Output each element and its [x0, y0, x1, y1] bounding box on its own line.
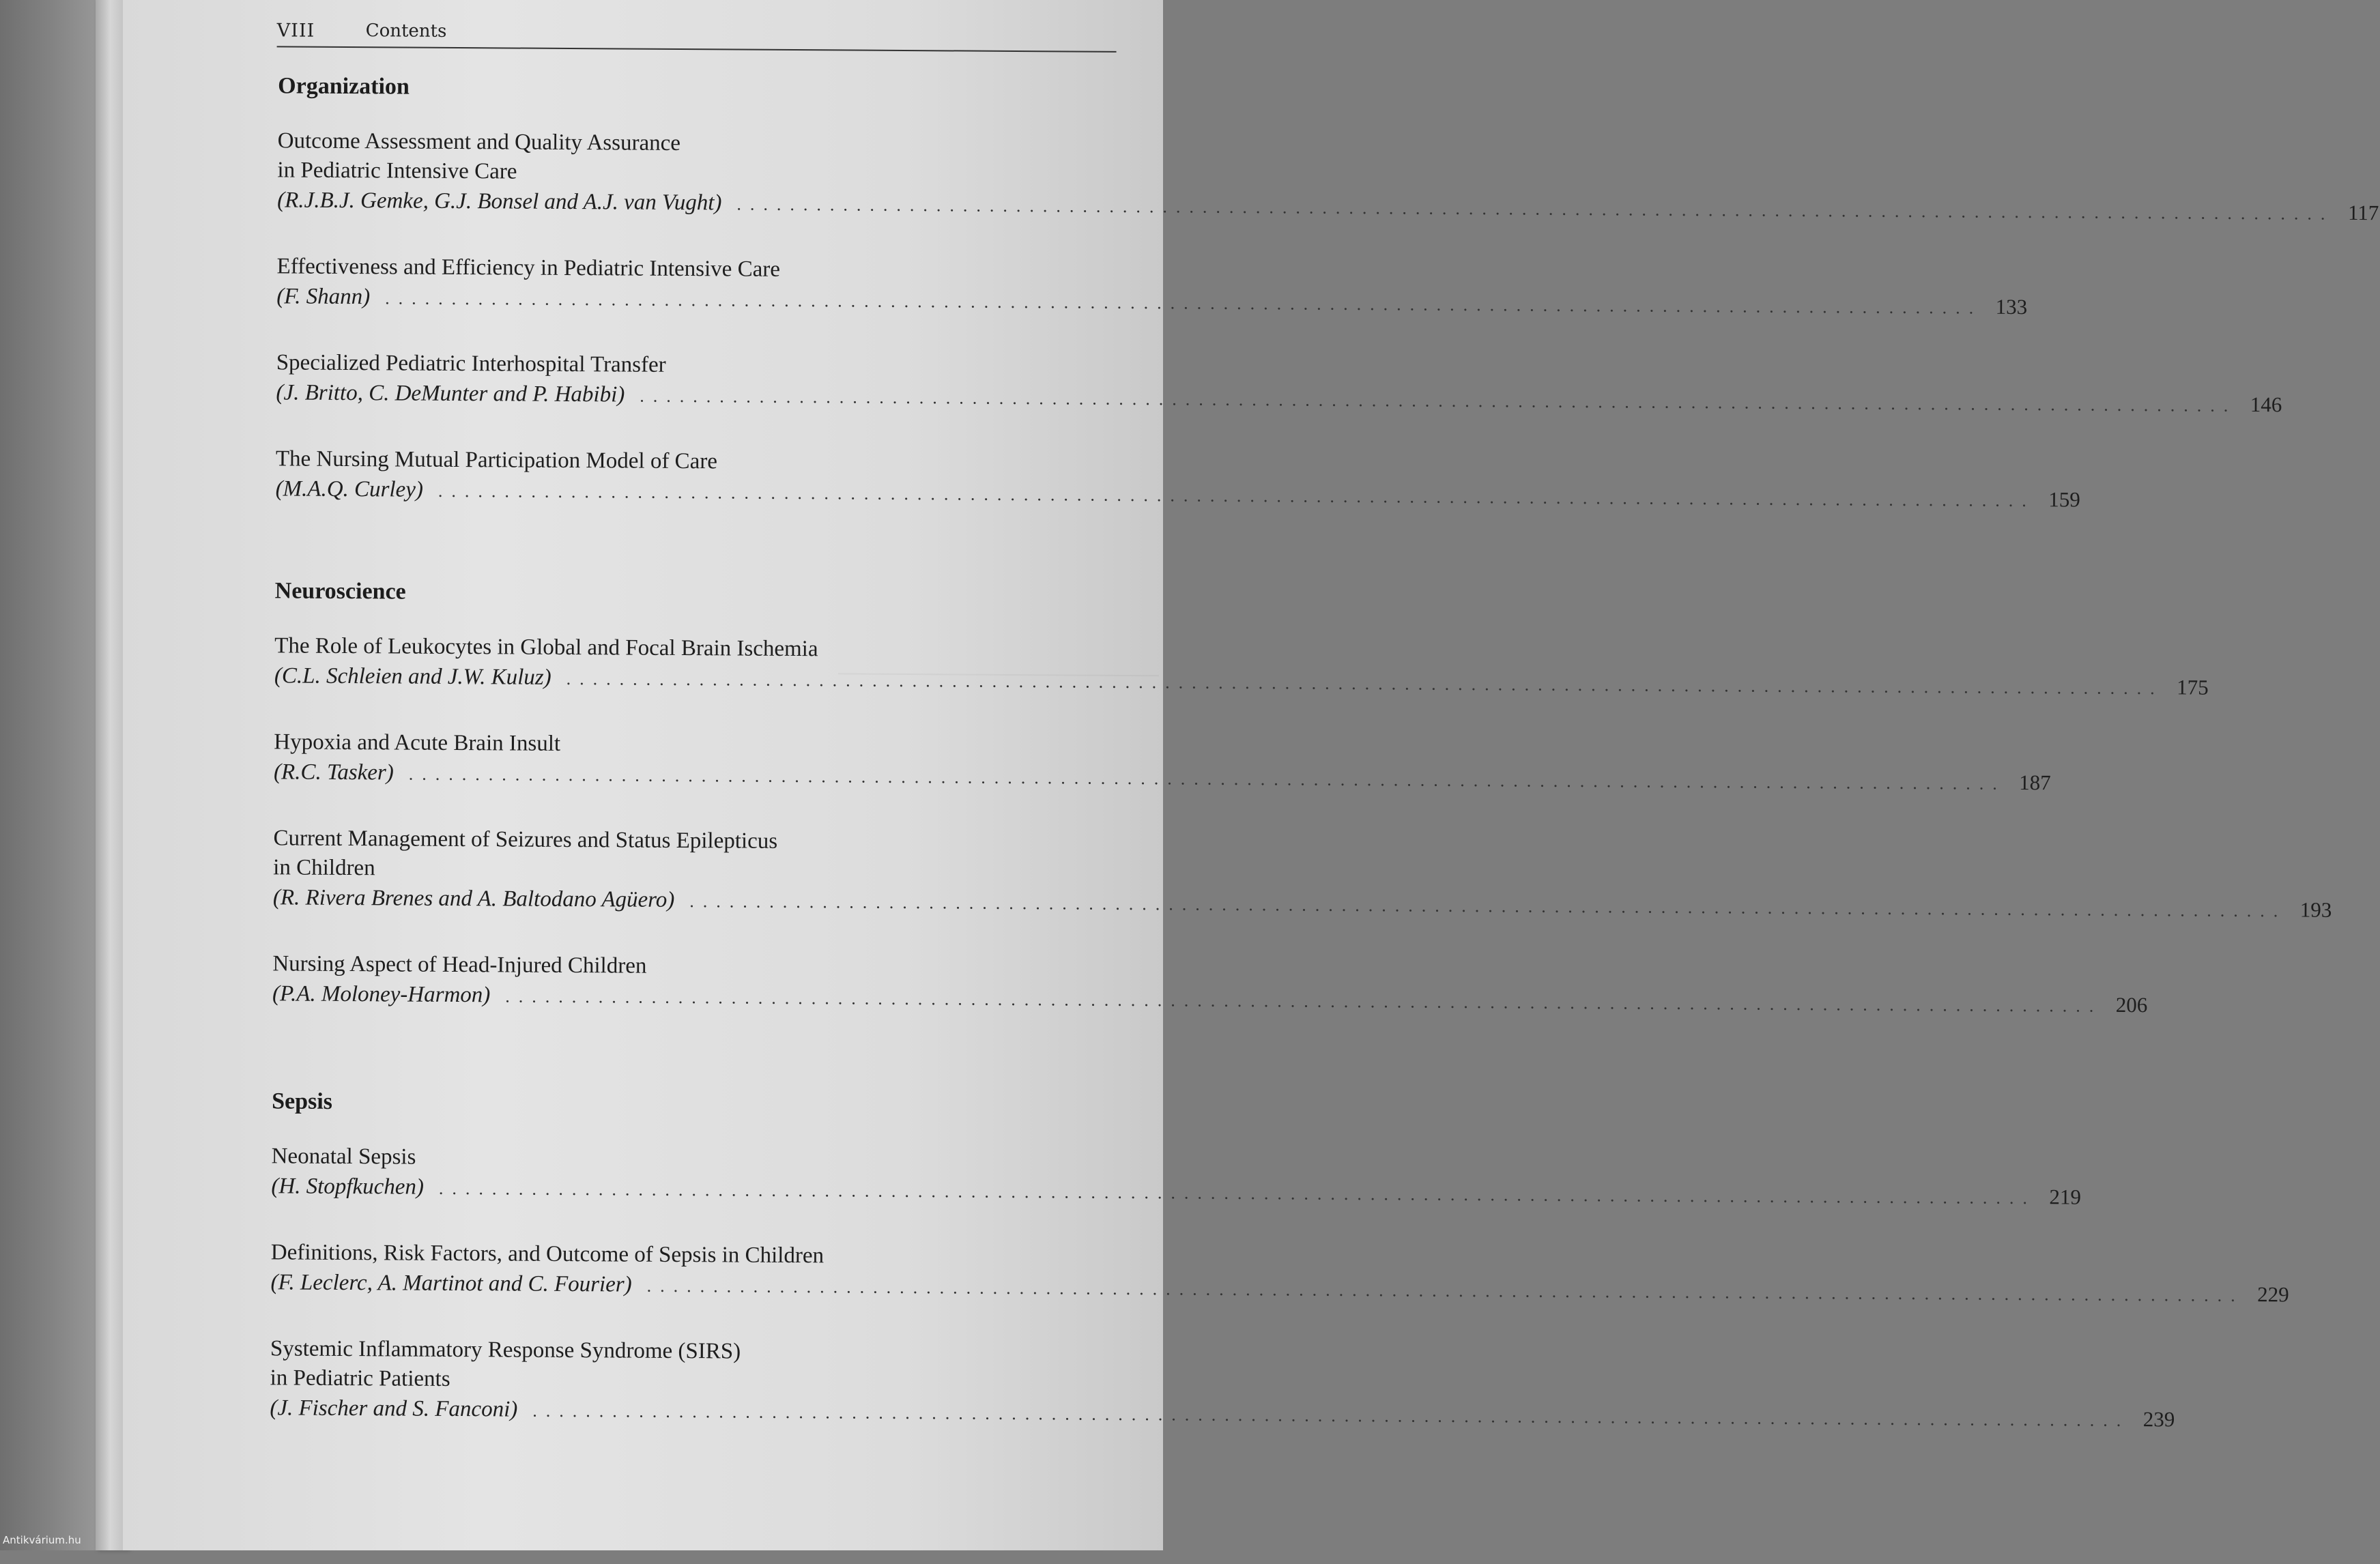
dot-leader: ........................................................................................................................ — [736, 194, 2334, 224]
dot-leader: ........................................................................................................................ — [689, 891, 2287, 921]
entry-title-line: Current Management of Seizures and Status Epilepticus — [273, 826, 778, 854]
entry-authors: (F. Leclerc, A. Martinot and C. Fourier) — [270, 1270, 632, 1297]
entry-title-line: Hypoxia and Acute Brain Insult — [274, 729, 561, 756]
entry-author-line — [272, 979, 2148, 1017]
entry-title-line: The Nursing Mutual Participation Model of Care — [275, 446, 718, 474]
entry-page-number: 206 — [2115, 992, 2148, 1017]
toc-entry — [270, 1238, 2289, 1307]
book-page — [123, 0, 2379, 1550]
entry-authors: (H. Stopfkuchen) — [271, 1174, 425, 1200]
entry-title-line: Specialized Pediatric Interhospital Transfer — [276, 350, 666, 377]
entry-authors: (C.L. Schleien and J.W. Kuluz) — [274, 663, 551, 690]
section-title: Sepsis — [272, 1088, 333, 1114]
entry-page-number: 239 — [2142, 1407, 2175, 1432]
entry-page-number: 133 — [1995, 294, 2028, 319]
entry-page-number: 193 — [2299, 897, 2332, 922]
entry-author-line — [274, 661, 2209, 699]
dot-leader: ........................................................................................................................ — [438, 480, 2035, 511]
section-title: Organization — [278, 73, 410, 100]
entry-page-number: 175 — [2177, 675, 2209, 699]
entry-authors: (P.A. Moloney-Harmon) — [272, 981, 491, 1008]
dot-leader: ........................................................................................................................ — [505, 986, 2103, 1016]
toc-entry — [273, 727, 2051, 795]
entry-page-number: 187 — [2019, 770, 2051, 795]
entry-author-line — [271, 1171, 2082, 1209]
section-neuroscience — [272, 578, 2332, 1051]
page-number: VIII — [276, 20, 315, 42]
toc-entry — [272, 949, 2148, 1017]
dot-leader: ........................................................................................................................ — [532, 1400, 2130, 1430]
entry-title-line: Systemic Inflammatory Response Syndrome (SIRS) — [270, 1336, 741, 1364]
entry-title-line: in Pediatric Intensive Care — [277, 158, 517, 184]
entry-title-line: The Role of Leukocytes in Global and Focal Brain Ischemia — [274, 633, 818, 662]
entry-title-line: Outcome Assessment and Quality Assurance — [277, 128, 681, 156]
entry-title-line: Definitions, Risk Factors, and Outcome of Sepsis in Children — [270, 1240, 825, 1269]
entry-author-line — [276, 281, 2028, 319]
dot-leader: ........................................................................................................................ — [408, 764, 2006, 794]
entry-authors: (R. Rivera Brenes and A. Baltodano Agüero) — [272, 885, 675, 912]
entry-authors: (J. Britto, C. DeMunter and P. Habibi) — [276, 380, 625, 407]
dot-leader: ........................................................................................................................ — [566, 668, 2164, 699]
toc-entry — [277, 126, 2379, 225]
entry-title-line: in Pediatric Patients — [270, 1365, 450, 1391]
entry-page-number: 229 — [2257, 1282, 2289, 1307]
entry-title-line: in Children — [273, 855, 375, 881]
entry-author-line — [270, 1267, 2289, 1307]
entry-page-number: 159 — [2048, 487, 2080, 512]
entry-authors: (M.A.Q. Curley) — [275, 476, 424, 502]
entry-author-line — [276, 377, 2282, 417]
entry-author-line — [273, 757, 2051, 795]
background-surface — [0, 0, 102, 1550]
entry-page-number: 146 — [2250, 392, 2282, 417]
entry-author-line — [270, 1393, 2175, 1432]
section-sepsis — [270, 1088, 2289, 1465]
entry-author-line — [272, 882, 2332, 922]
dot-leader: ........................................................................................................................ — [385, 288, 1983, 318]
toc-entry — [274, 631, 2209, 699]
dot-leader: ........................................................................................................................ — [640, 386, 2237, 416]
entry-page-number: 219 — [2049, 1185, 2082, 1209]
toc-entry — [270, 1334, 2175, 1432]
entry-title-line: Nursing Aspect of Head-Injured Children — [272, 951, 647, 979]
dot-leader: ........................................................................................................................ — [646, 1275, 2244, 1306]
entry-author-line — [277, 185, 2379, 225]
section-title: Neuroscience — [274, 578, 406, 605]
running-head — [277, 18, 1117, 53]
toc-entry — [271, 1142, 2082, 1209]
page-content — [113, 0, 2379, 1556]
entry-authors: (J. Fischer and S. Fanconi) — [270, 1395, 518, 1422]
dot-leader: ........................................................................................................................ — [438, 1178, 2037, 1208]
entry-title-line: Effectiveness and Efficiency in Pediatric Intensive Care — [276, 254, 781, 282]
section-organization — [275, 73, 2379, 546]
toc-entry — [275, 444, 2080, 512]
watermark-text: Antikvárium.hu — [3, 1534, 81, 1546]
entry-title-line: Neonatal Sepsis — [271, 1144, 416, 1170]
entry-author-line — [275, 474, 2080, 512]
toc-entry — [276, 252, 2028, 319]
toc-entry — [272, 824, 2332, 922]
entry-authors: (F. Shann) — [276, 284, 371, 310]
entry-page-number: 117 — [2347, 200, 2379, 225]
running-title: Contents — [365, 20, 447, 42]
toc-entry — [276, 348, 2282, 417]
entry-authors: (R.J.B.J. Gemke, G.J. Bonsel and A.J. van Vught) — [277, 188, 722, 216]
entry-authors: (R.C. Tasker) — [273, 759, 394, 785]
